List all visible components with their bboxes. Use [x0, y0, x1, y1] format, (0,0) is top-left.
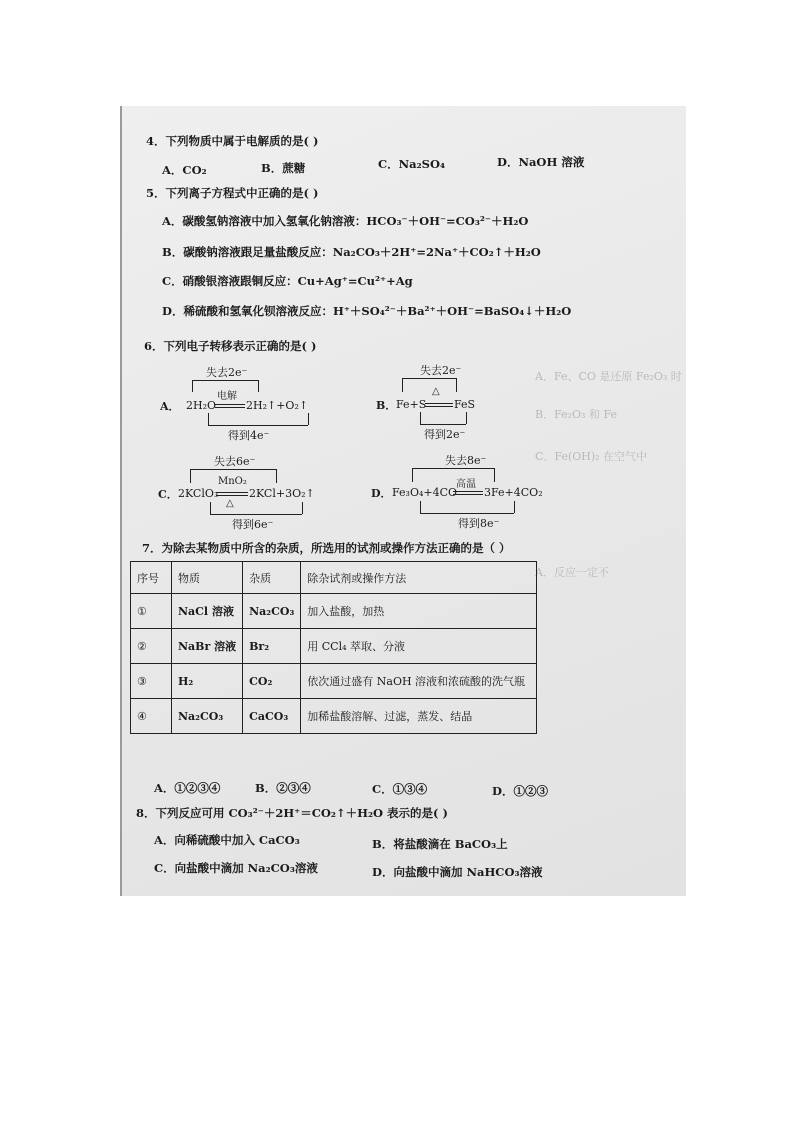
question-7-option-c: C．①③④ — [372, 782, 428, 796]
electron-gain-arrow-line — [420, 424, 466, 425]
bleed-through-text: A．Fe、CO 是还原 Fe₂O₃ 时 — [535, 370, 682, 383]
electron-loss-label: 失去6e⁻ — [214, 455, 256, 468]
electron-gain-arrow-line — [514, 501, 515, 513]
table-cell: 加稀盐酸溶解、过滤，蒸发、结晶 — [301, 699, 537, 734]
question-4-option-d: D．NaOH 溶液 — [497, 155, 585, 169]
table-row — [131, 699, 537, 734]
question-8-option-c: C．向盐酸中滴加 Na₂CO₃溶液 — [154, 861, 318, 875]
table-cell: ① — [131, 594, 172, 629]
electron-gain-arrow-line — [420, 501, 421, 513]
table-cell: ④ — [131, 699, 172, 734]
bleed-through-text: B．Fe₂O₃ 和 Fe — [535, 408, 617, 421]
table-cell: NaBr 溶液 — [172, 629, 243, 664]
question-5-option-a: A．碳酸氢钠溶液中加入氢氧化钠溶液：HCO₃⁻＋OH⁻=CO₃²⁻＋H₂O — [162, 214, 529, 228]
electron-loss-arrow-line — [456, 378, 457, 392]
question-5-option-b: B．碳酸钠溶液跟足量盐酸反应：Na₂CO₃＋2H⁺=2Na⁺＋CO₂↑＋H₂O — [162, 245, 541, 259]
photographed-exam-page — [120, 106, 686, 896]
table-cell: Na₂CO₃ — [243, 594, 301, 629]
bleed-through-text: A．反应一定不 — [535, 566, 609, 579]
products: 2KCl+3O₂↑ — [249, 487, 315, 500]
electron-loss-arrow-line — [412, 468, 494, 469]
electron-gain-arrow-line — [420, 412, 421, 424]
table-cell: Na₂CO₃ — [172, 699, 243, 734]
question-4-option-b: B．蔗糖 — [261, 161, 306, 175]
table-cell: Br₂ — [243, 629, 301, 664]
equals-sign — [453, 494, 483, 495]
equals-sign — [453, 491, 483, 492]
option-d-letter: D． — [371, 487, 392, 500]
question-7-option-d: D．①②③ — [492, 784, 548, 798]
table-cell: ② — [131, 629, 172, 664]
question-4-stem: 4．下列物质中属于电解质的是( ) — [146, 134, 319, 148]
electron-gain-label: 得到6e⁻ — [232, 518, 274, 531]
equals-sign — [425, 406, 453, 407]
electron-loss-label: 失去8e⁻ — [445, 454, 487, 467]
electron-loss-arrow-line — [494, 468, 495, 482]
page-binding-edge — [120, 106, 122, 896]
equals-sign — [216, 492, 248, 493]
question-7-option-b: B．②③④ — [255, 781, 311, 795]
electron-loss-arrow-line — [258, 380, 259, 392]
question-4-option-c: C．Na₂SO₄ — [378, 157, 446, 171]
question-8-option-a: A．向稀硫酸中加入 CaCO₃ — [154, 833, 300, 847]
question-8-option-b: B．将盐酸滴在 BaCO₃上 — [372, 837, 508, 851]
table-row — [131, 594, 537, 629]
option-a-letter: A． — [160, 400, 180, 413]
products: 3Fe+4CO₂ — [484, 486, 543, 499]
table-cell: CO₂ — [243, 664, 301, 699]
equals-sign — [425, 403, 453, 404]
question-5-option-d: D．稀硫酸和氢氧化钡溶液反应：H⁺＋SO₄²⁻＋Ba²⁺＋OH⁻=BaSO₄↓＋H₂O — [162, 304, 572, 318]
table-header-cell: 序号 — [131, 562, 172, 594]
electron-gain-arrow-line — [466, 412, 467, 424]
equals-sign — [216, 495, 248, 496]
reactants: 2KClO₃ — [178, 487, 219, 500]
reaction-condition: 电解 — [217, 391, 237, 402]
electron-gain-label: 得到2e⁻ — [424, 428, 466, 441]
products: 2H₂↑+O₂↑ — [246, 399, 309, 412]
reactants: Fe+S — [396, 398, 427, 411]
electron-gain-arrow-line — [208, 413, 209, 425]
table-header-cell: 物质 — [172, 562, 243, 594]
electron-gain-arrow-line — [308, 413, 309, 425]
option-c-letter: C． — [158, 488, 178, 501]
table-header-cell: 杂质 — [243, 562, 301, 594]
option-b-letter: B． — [376, 399, 397, 412]
table-cell: H₂ — [172, 664, 243, 699]
table-row — [131, 664, 537, 699]
electron-loss-arrow-line — [190, 469, 276, 470]
products: FeS — [454, 398, 476, 411]
electron-loss-label: 失去2e⁻ — [206, 366, 248, 379]
reactants: 2H₂O — [186, 399, 217, 412]
table-cell: ③ — [131, 664, 172, 699]
electron-gain-arrow-line — [210, 514, 302, 515]
question-7-stem: 7．为除去某物质中所含的杂质，所选用的试剂或操作方法正确的是（ ） — [142, 541, 511, 555]
equals-sign — [215, 404, 245, 405]
table-row — [131, 629, 537, 664]
table-cell: 用 CCl₄ 萃取、分液 — [301, 629, 537, 664]
electron-loss-arrow-line — [402, 378, 403, 392]
reaction-condition: △ — [432, 386, 440, 397]
electron-gain-label: 得到8e⁻ — [458, 517, 500, 530]
question-5-option-c: C．硝酸银溶液跟铜反应：Cu+Ag⁺=Cu²⁺+Ag — [162, 274, 413, 288]
table-cell: CaCO₃ — [243, 699, 301, 734]
question-8-stem: 8．下列反应可用 CO₃²⁻＋2H⁺＝CO₂↑＋H₂O 表示的是( ) — [136, 806, 448, 820]
electron-gain-arrow-line — [210, 502, 211, 514]
question-8-option-d: D．向盐酸中滴加 NaHCO₃溶液 — [372, 865, 543, 879]
electron-loss-arrow-line — [192, 380, 193, 392]
electron-loss-arrow-line — [190, 469, 191, 483]
table-cell: NaCl 溶液 — [172, 594, 243, 629]
bleed-through-text: C．Fe(OH)₂ 在空气中 — [535, 450, 648, 463]
purification-table — [130, 561, 537, 734]
electron-loss-arrow-line — [276, 469, 277, 483]
table-header-cell: 除杂试剂或操作方法 — [301, 562, 537, 594]
table-cell: 加入盐酸，加热 — [301, 594, 537, 629]
question-6-stem: 6．下列电子转移表示正确的是( ) — [144, 339, 317, 353]
question-5-stem: 5．下列离子方程式中正确的是( ) — [146, 186, 319, 200]
reaction-catalyst: MnO₂ — [218, 476, 247, 487]
electron-gain-arrow-line — [302, 502, 303, 514]
electron-loss-arrow-line — [412, 468, 413, 482]
reactants: Fe₃O₄+4CO — [392, 486, 458, 499]
electron-loss-arrow-line — [402, 378, 456, 379]
electron-gain-arrow-line — [208, 425, 308, 426]
equals-sign — [215, 407, 245, 408]
table-cell: 依次通过盛有 NaOH 溶液和浓硫酸的洗气瓶 — [301, 664, 537, 699]
question-7-option-a: A．①②③④ — [154, 781, 221, 795]
reaction-condition: 高温 — [456, 479, 476, 490]
electron-gain-arrow-line — [420, 513, 514, 514]
table-header-row — [131, 562, 537, 594]
electron-loss-arrow-line — [192, 380, 258, 381]
electron-loss-label: 失去2e⁻ — [420, 364, 462, 377]
electron-gain-label: 得到4e⁻ — [228, 429, 270, 442]
question-4-option-a: A．CO₂ — [162, 163, 207, 177]
reaction-condition: △ — [226, 498, 234, 509]
